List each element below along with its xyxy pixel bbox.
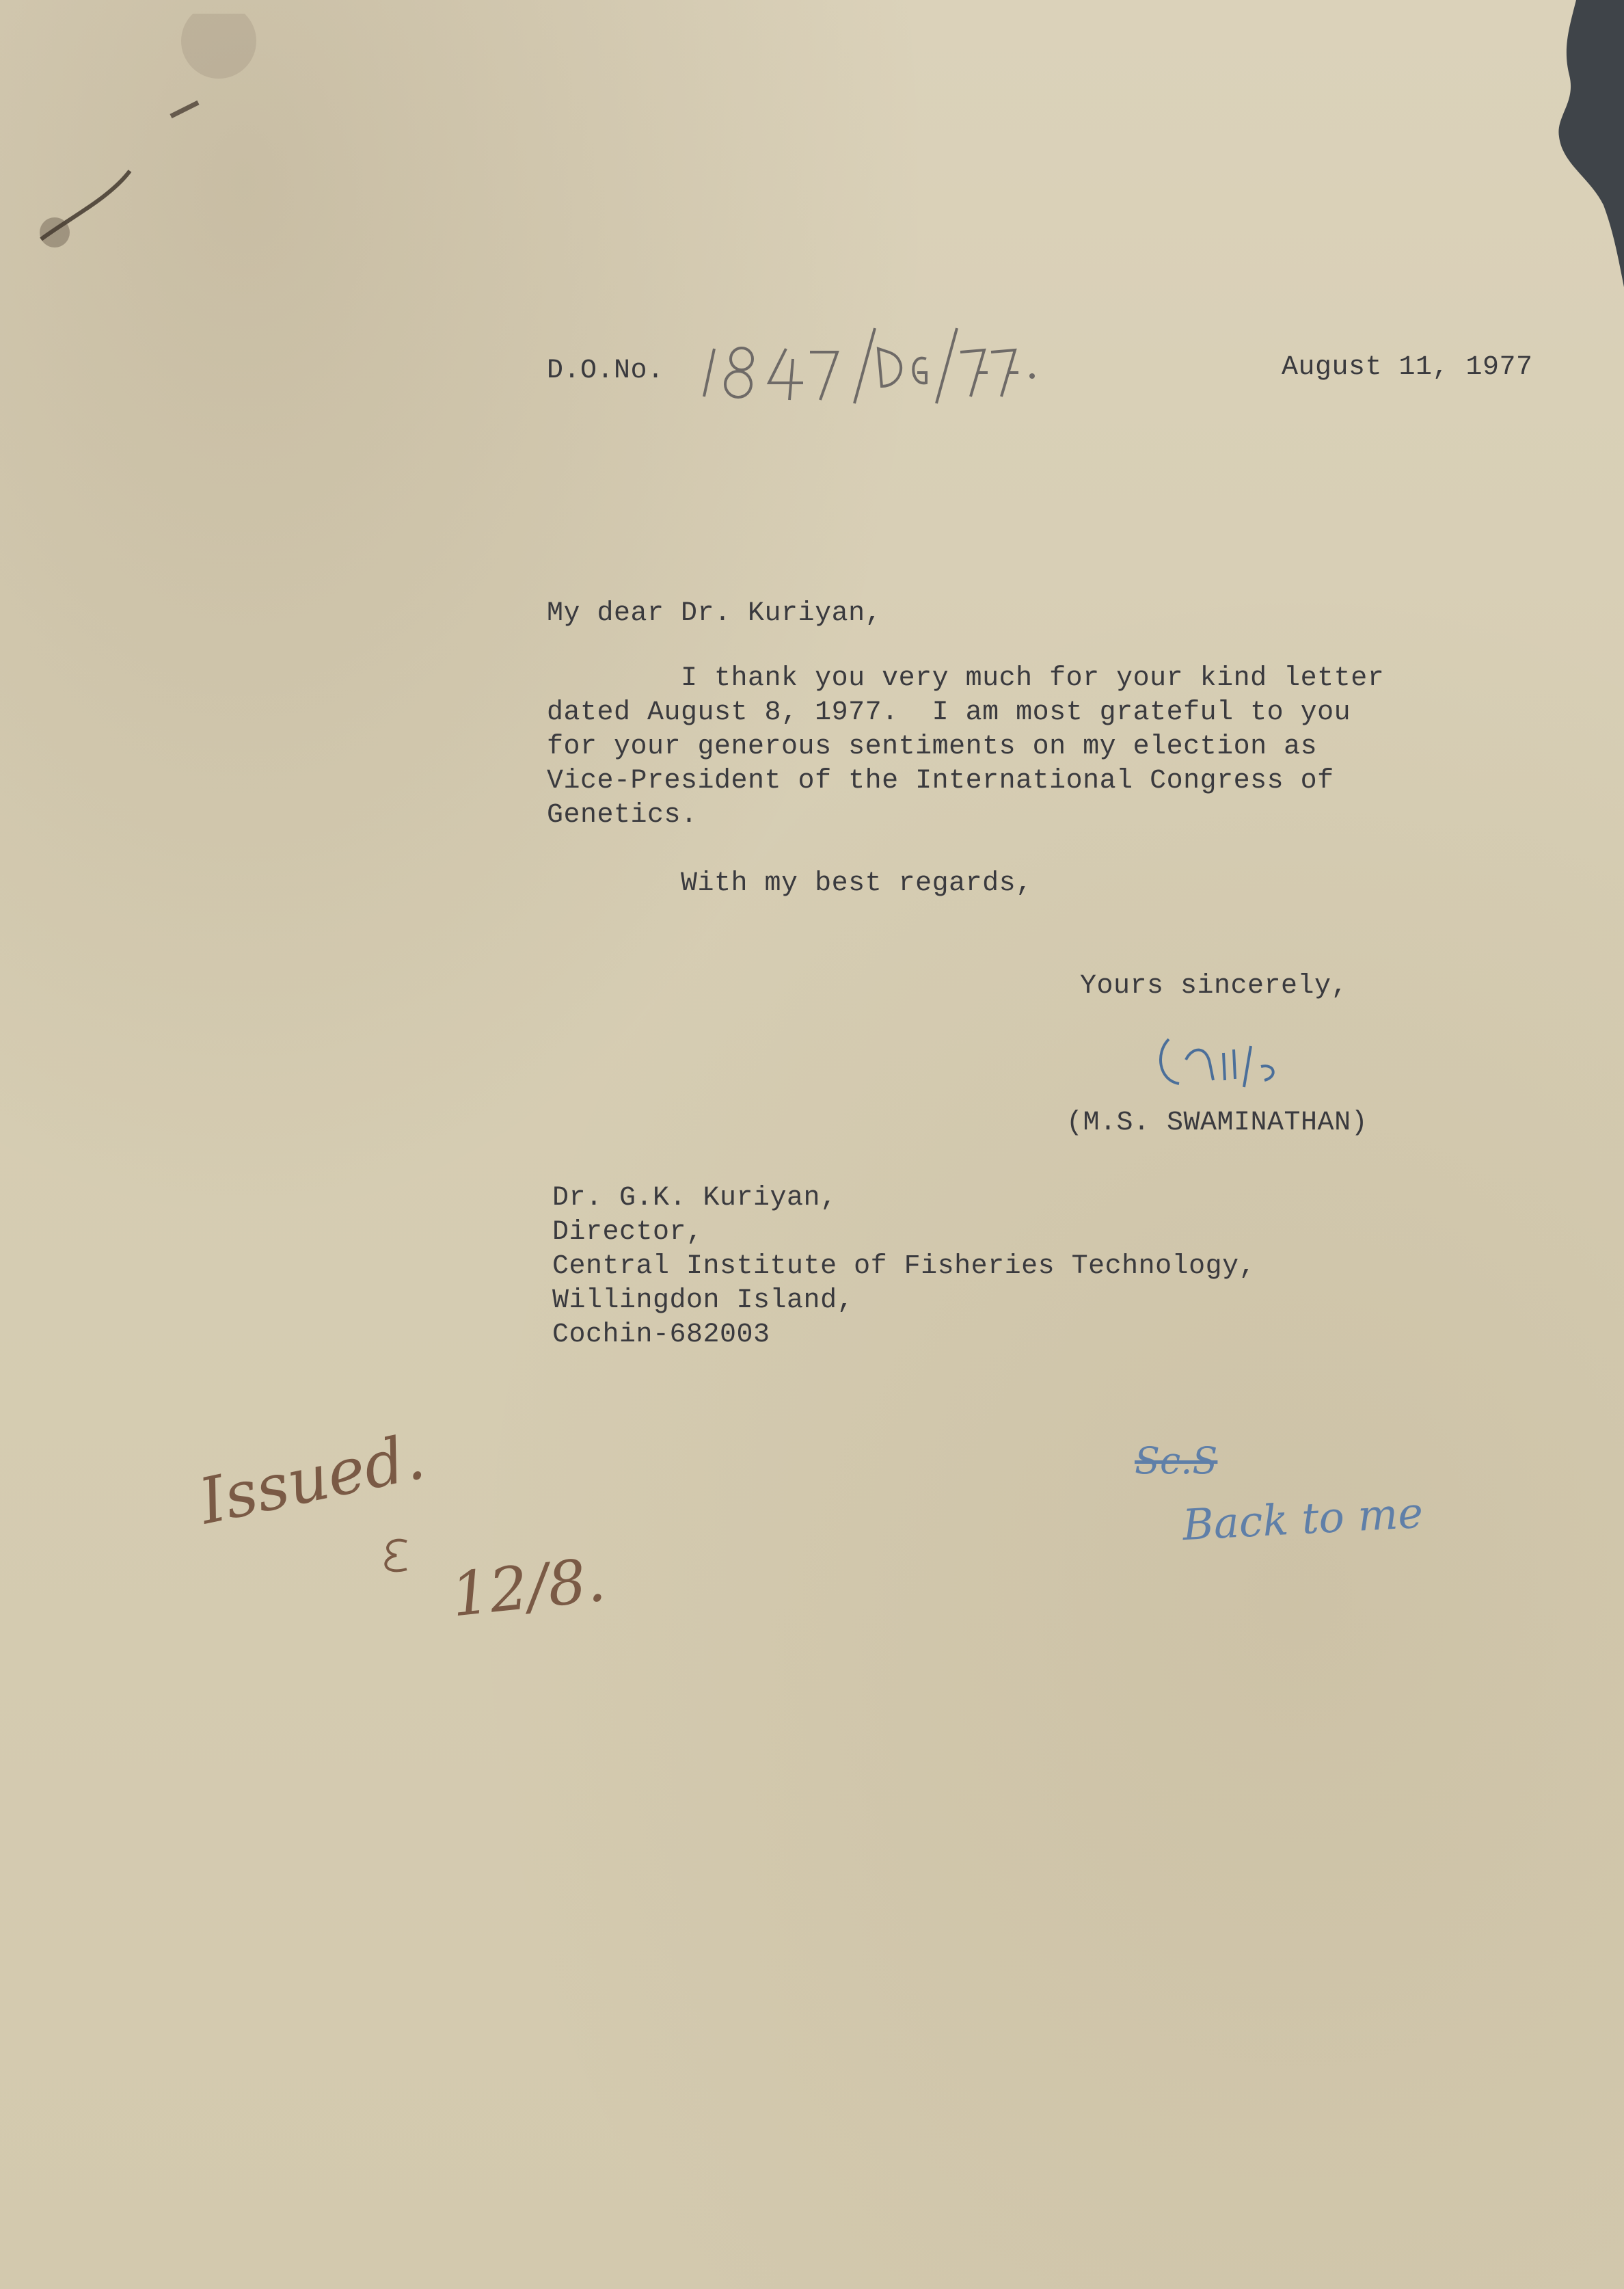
signature-mark	[1148, 1012, 1367, 1104]
salutation: My dear Dr. Kuriyan,	[547, 598, 882, 629]
issued-date: 12/8.	[448, 1544, 609, 1631]
issued-note: Issued.	[193, 1419, 431, 1539]
issued-ampersand-mark	[369, 1531, 424, 1583]
handwritten-reference-number	[690, 321, 1046, 420]
recipient-line-4: Willingdon Island,	[552, 1285, 854, 1316]
torn-corner	[1467, 0, 1624, 287]
recipient-line-1: Dr. G.K. Kuriyan,	[552, 1183, 837, 1214]
body-line-4: Vice-President of the International Congress of	[547, 766, 1334, 797]
letter-date: August 11, 1977	[1282, 352, 1533, 383]
body-line-5: Genetics.	[547, 800, 698, 831]
recipient-line-3: Central Institute of Fisheries Technology,	[552, 1251, 1256, 1282]
recipient-line-2: Director,	[552, 1217, 703, 1248]
body-line-3: for your generous sentiments on my election as	[547, 732, 1318, 762]
ink-stain	[14, 14, 301, 273]
blue-struck-note: Sc.S	[1135, 1439, 1218, 1482]
regards-line: With my best regards,	[547, 868, 1033, 899]
valediction: Yours sincerely,	[1080, 971, 1349, 1002]
body-line-1: I thank you very much for your kind letter	[547, 663, 1385, 694]
body-line-2: dated August 8, 1977. I am most grateful to you	[547, 697, 1351, 728]
reference-prefix: D.O.No.	[547, 356, 664, 386]
recipient-line-5: Cochin-682003	[552, 1320, 770, 1350]
blue-note-back-to-me: Back to me	[1181, 1487, 1424, 1551]
signatory-name: (M.S. SWAMINATHAN)	[1066, 1108, 1368, 1138]
